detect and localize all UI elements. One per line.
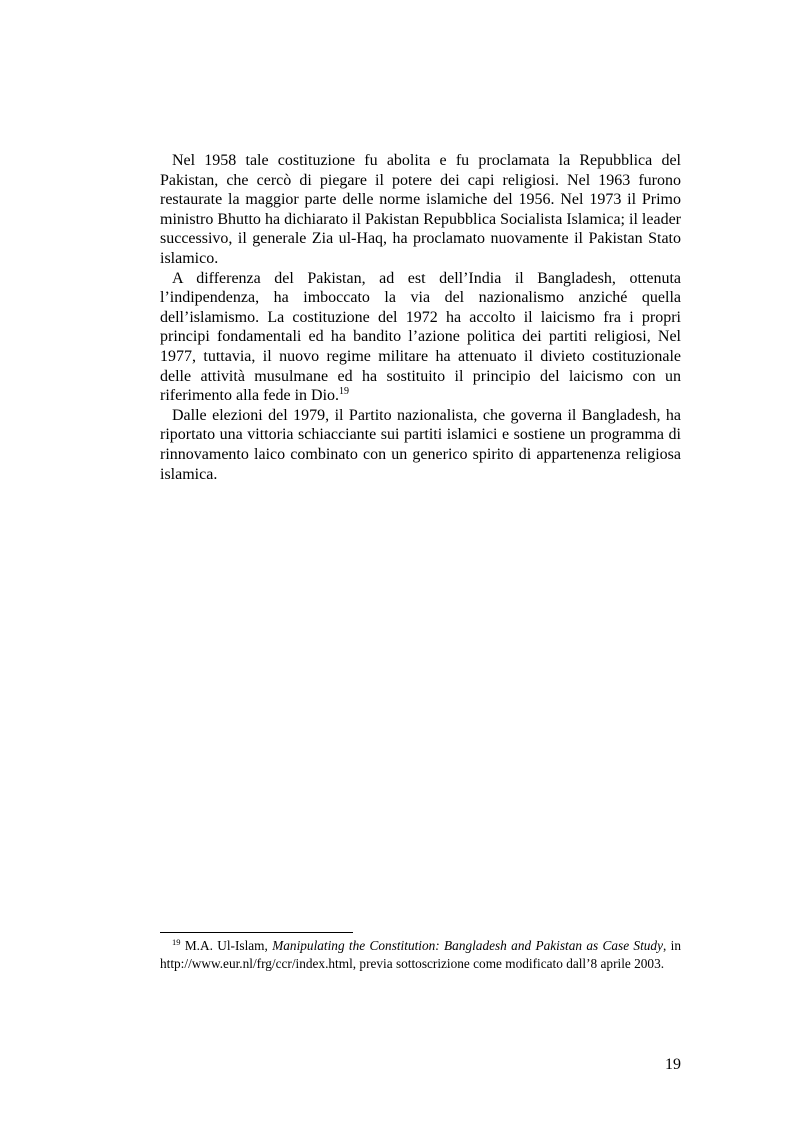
page-number: 19 <box>665 1056 681 1073</box>
footnote-author: M.A. Ul-Islam, <box>184 938 273 953</box>
paragraph-text: Nel 1958 tale costituzione fu abolita e fu proclamata la Repubblica del Pakistan, che cercò di piegare il potere dei capi religiosi. Nel 1963 furono restaurate la maggior parte delle norme islamiche del 1956. Nel 1973 il Primo ministro Bhutto ha dichiarato il Pakistan Repubblica Socialista Islamica; il leader successivo, il generale Zia ul-Haq, ha proclamato nuovamente il Pakistan Stato islamico. <box>160 152 681 267</box>
footnote-separator <box>160 932 353 933</box>
footnote-source: , in http://www.eur.nl/frg/ccr/index.html, previa sottoscrizione come modificato dall’8 aprile 2003. <box>160 938 681 971</box>
footnote-title: Manipulating the Constitution: Bangladesh and Pakistan as Case Study <box>272 938 663 953</box>
paragraph-text: A differenza del Pakistan, ad est dell’India il Bangladesh, ottenuta l’indipendenza, ha imboccato la via del nazionalismo anziché quella dell’islamismo. La costituzione del 1972 ha accolto il laicismo fra i propri principi fondamentali ed ha bandito l’azione politica dei partiti religiosi, Nel 1977, tuttavia, il nuovo regime militare ha attenuato il divieto costituzionale delle attività musulmane ed ha sostituito il principio del laicismo con un riferimento alla fede in Dio. <box>160 269 681 405</box>
footnote-number: 19 <box>172 937 181 947</box>
paragraph-text: Dalle elezioni del 1979, il Partito nazionalista, che governa il Bangladesh, ha riportato una vittoria schiacciante sui partiti islamici e sostiene un programma di rinnovamento laico combinato con un generico spirito di appartenenza religiosa islamica. <box>160 406 681 483</box>
footnote <box>160 937 681 972</box>
paragraph <box>160 151 681 269</box>
body-text <box>160 151 681 484</box>
paragraph <box>160 269 681 406</box>
paragraph <box>160 406 681 484</box>
footnote-reference[interactable]: 19 <box>339 386 350 398</box>
